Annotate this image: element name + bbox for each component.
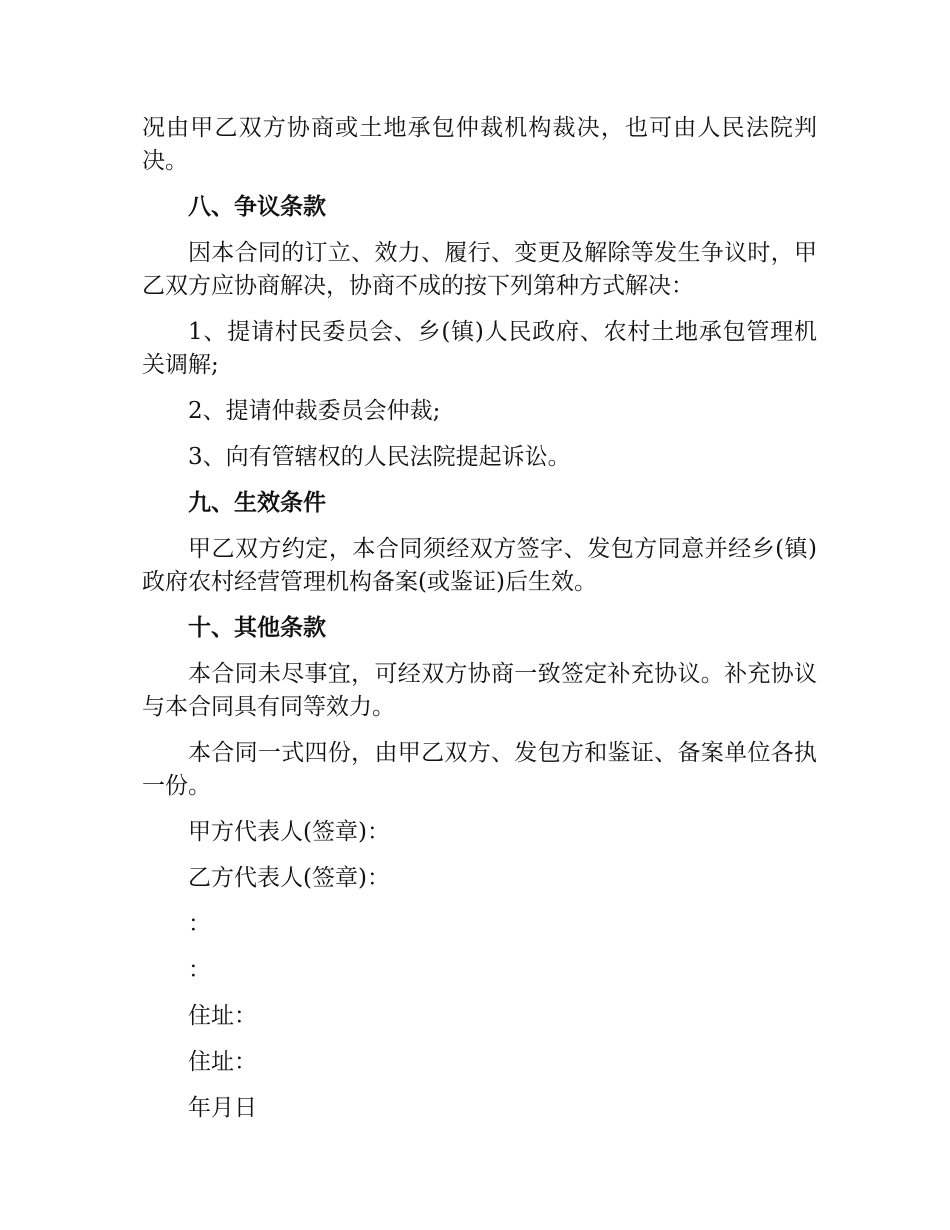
address-party-a: 住址： <box>188 1003 257 1029</box>
date-line: 年月日 <box>188 1095 257 1121</box>
section-heading-effective: 九、生效条件 <box>188 490 326 516</box>
section-heading-other: 十、其他条款 <box>188 615 326 641</box>
paragraph-copies: 本合同一式四份，由甲乙双方、发包方和鉴证、备案单位各执一份。 <box>142 740 817 799</box>
blank-field-2: ： <box>188 957 211 983</box>
section-heading-dispute: 八、争议条款 <box>188 194 326 220</box>
paragraph-dispute: 因本合同的订立、效力、履行、变更及解除等发生争议时，甲乙双方应协商解决，协商不成的按下列第种方式解决： <box>142 240 817 299</box>
paragraph-continuation: 况由甲乙双方协商或土地承包仲裁机构裁决，也可由人民法院判决。 <box>142 115 817 174</box>
paragraph-effective: 甲乙双方约定，本合同须经双方签字、发包方同意并经乡(镇)政府农村经营管理机构备案(或鉴证)后生效。 <box>142 536 817 595</box>
paragraph-supplement: 本合同未尽事宜，可经双方协商一致签定补充协议。补充协议与本合同具有同等效力。 <box>142 661 817 720</box>
list-item-arbitration: 2、提请仲裁委员会仲裁; <box>188 398 441 424</box>
list-item-mediation: 1、提请村民委员会、乡(镇)人民政府、农村土地承包管理机关调解; <box>142 319 817 378</box>
address-party-b: 住址： <box>188 1049 257 1075</box>
signature-party-a: 甲方代表人(签章)： <box>188 819 390 845</box>
document-body <box>142 112 817 1138</box>
blank-field-1: ： <box>188 911 211 937</box>
list-item-litigation: 3、向有管辖权的人民法院提起诉讼。 <box>188 444 571 470</box>
signature-party-b: 乙方代表人(签章)： <box>188 865 390 891</box>
